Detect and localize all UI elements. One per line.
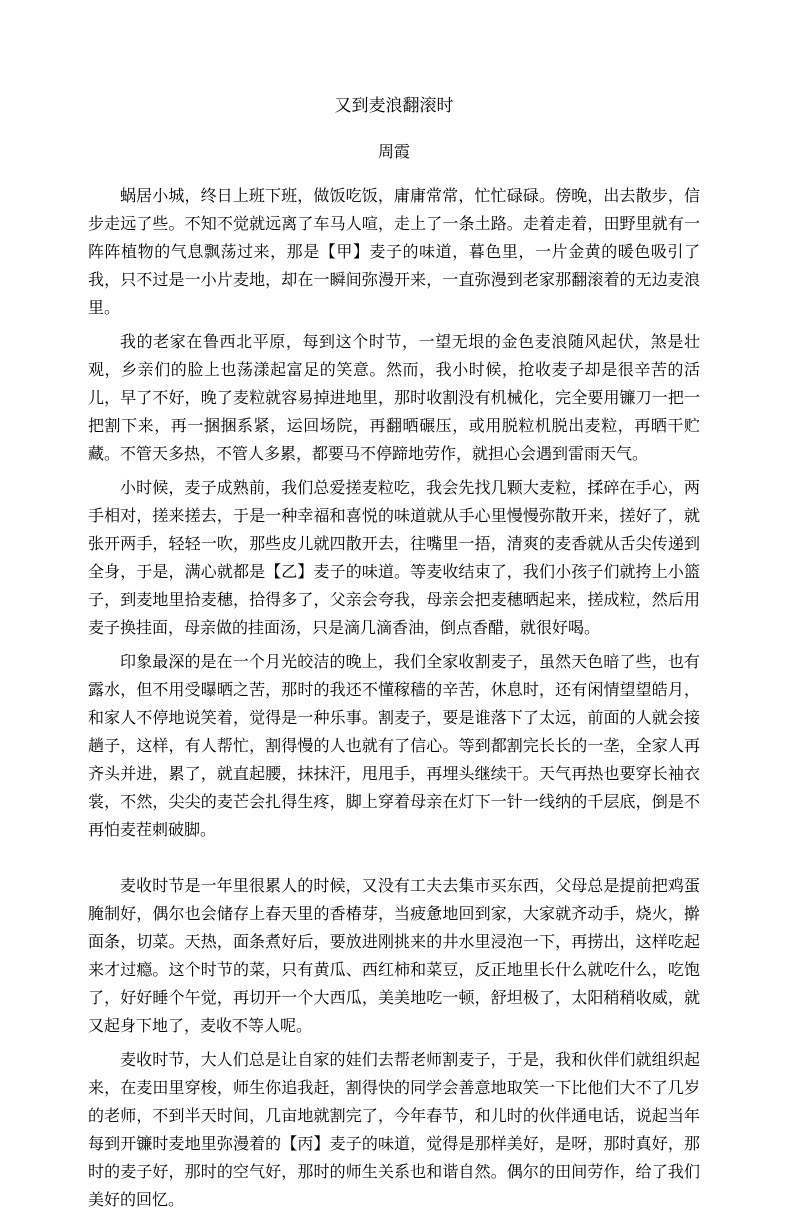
paragraph-5: 麦收时节是一年里很累人的时候，又没有工夫去集市买东西，父母总是提前把鸡蛋腌制好，偶尔也会储存上春天里的香椿芽，当疲惫地回到家，大家就齐动手，烧火，擀面条，切菜。天热，面条煮好后，要放进刚挑来的井水里浸泡一下，再捞出，这样吃起来才过瘾。这个时节的菜，只有黄瓜、西红柿和菜豆，反正地里长什么就吃什么，吃饱了，好好睡个午觉，再切开一个大西瓜，美美地吃一顿，舒坦极了，太阳稍稍收威，就又起身下地了，麦收不等人呢。 (88, 878, 700, 1035)
document-author: 周霞 (377, 144, 410, 161)
paragraph-3: 小时候，麦子成熟前，我们总爱搓麦粒吃，我会先找几颗大麦粒，揉碎在手心，两手相对，搓来搓去，于是一种幸福和喜悦的味道就从手心里慢慢弥散开来，搓好了，就张开两手，轻轻一吹，那些皮儿就四散开去，往嘴里一捂，清爽的麦香就从舌尖传递到全身，于是，满心就都是【乙】麦子的味道。等麦收结束了，我们小孩子们就挎上小篮子，到麦地里拾麦穗，拾得多了，父亲会夸我，母亲会把麦穗晒起来，搓成粒，然后用麦子换挂面，母亲做的挂面汤，只是滴几滴香油，倒点香醋，就很好喝。 (88, 480, 700, 637)
paragraph-1: 蜗居小城，终日上班下班，做饭吃饭，庸庸常常，忙忙碌碌。傍晚，出去散步，信步走远了些。不知不觉就远离了车马人喧，走上了一条土路。走着走着，田野里就有一阵阵植物的气息飘荡过来，那是【甲】麦子的味道，暮色里，一片金黄的暖色吸引了我，只不过是一小片麦地，却在一瞬间弥漫开来，一直弥漫到老家那翻滚着的无边麦浪里。 (88, 188, 700, 317)
document-title: 又到麦浪翻滚时 (334, 96, 454, 115)
paragraph-6: 麦收时节，大人们总是让自家的娃们去帮老师割麦子，于是，我和伙伴们就组织起来，在麦田里穿梭，师生你追我赶，割得快的同学会善意地取笑一下比他们大不了几岁的老师，不到半天时间，几亩地就割完了，今年春节，和儿时的伙伴通电话，说起当年每到开镰时麦地里弥漫着的【丙】麦子的味道，觉得是那样美好，是呀，那时真好，那时的麦子好，那时的空气好，那时的师生关系也和谐自然。偶尔的田间劳作，给了我们美好的回忆。 (88, 1052, 700, 1209)
paragraph-4: 印象最深的是在一个月光皎洁的晚上，我们全家收割麦子，虽然天色暗了些，也有露水，但不用受曝晒之苦，那时的我还不懂稼穑的辛苦，休息时，还有闲情望望皓月，和家人不停地说笑着，觉得是一种乐事。割麦子，要是谁落下了太远，前面的人就会接趟子，这样，有人帮忙，割得慢的人也就有了信心。等到都割完长长的一垄，全家人再齐头并进，累了，就直起腰，抹抹汗，甩甩手，再埋头继续干。天气再热也要穿长袖衣裳，不然，尖尖的麦芒会扎得生疼，脚上穿着母亲在灯下一针一线纳的千层底，倒是不再怕麦茬刺破脚。 (88, 654, 700, 839)
paragraph-2: 我的老家在鲁西北平原，每到这个时节，一望无垠的金色麦浪随风起伏，煞是壮观，乡亲们的脸上也荡漾起富足的笑意。然而，我小时候，抢收麦子却是很辛苦的活儿，早了不好，晚了麦粒就容易掉进地里，那时收割没有机械化，完全要用镰刀一把一把割下来，再一捆捆系紧，运回场院，再翻晒碾压，或用脱粒机脱出麦粒，再晒干贮藏。不管天多热，不管人多累，都要马不停蹄地劳作，就担心会遇到雷雨天气。 (88, 334, 700, 463)
